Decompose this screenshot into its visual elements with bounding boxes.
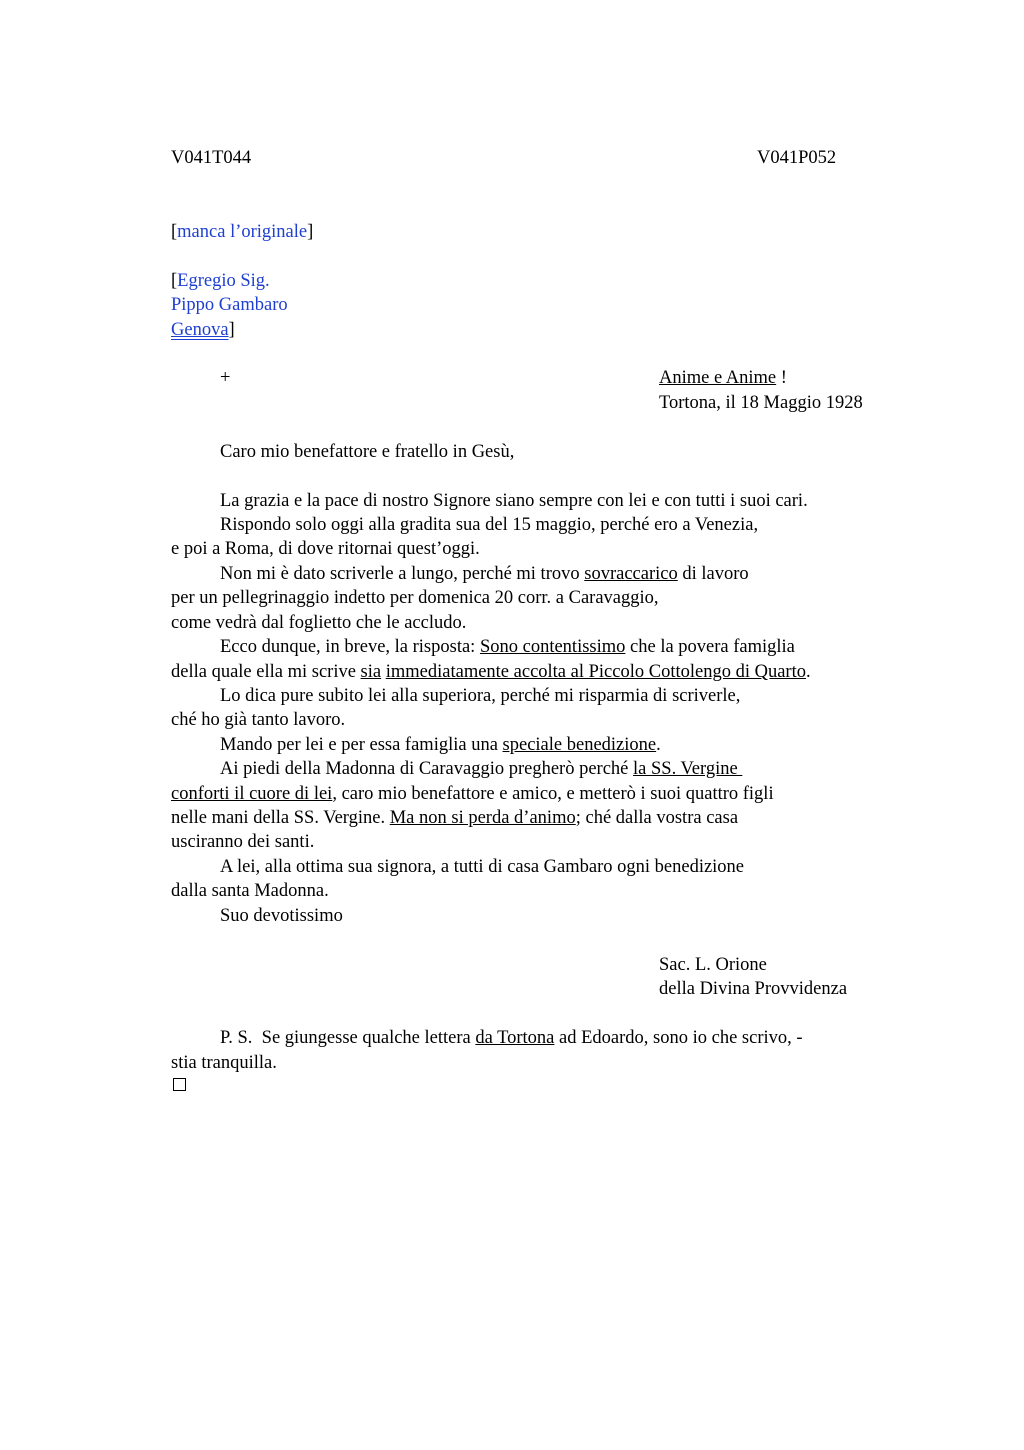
body-line: usciranno dei santi. [171,832,315,852]
body-line: per un pellegrinaggio indetto per domenica 20 corr. a Caravaggio, [171,588,659,608]
postscript-line: P. S. Se giungesse qualche lettera da Tortona ad Edoardo, sono io che scrivo, - [220,1028,803,1048]
body-line: e poi a Roma, di dove ritornai quest’oggi. [171,539,480,559]
body-line: conforti il cuore di lei, caro mio benefattore e amico, e metterò i suoi quattro figli [171,784,774,804]
motto: Anime e Anime ! [659,368,787,388]
body-line: della quale ella mi scrive sia immediatamente accolta al Piccolo Cottolengo di Quarto. [171,662,811,682]
document-code-right: V041P052 [757,148,837,168]
postscript-line: stia tranquilla. [171,1053,277,1073]
body-line: A lei, alla ottima sua signora, a tutti di casa Gambaro ogni benedizione [220,857,745,877]
body-line: Non mi è dato scriverle a lungo, perché mi trovo sovraccarico di lavoro [220,564,749,584]
body-line: Ai piedi della Madonna di Caravaggio pregherò perché la SS. Vergine [220,759,743,779]
salutation: Caro mio benefattore e fratello in Gesù, [220,442,515,462]
body-line: ché ho già tanto lavoro. [171,710,346,730]
body-line: dalla santa Madonna. [171,881,329,901]
cross-symbol: + [220,368,231,388]
body-line: Lo dica pure subito lei alla superiora, perché mi risparmia di scriverle, [220,686,741,706]
document-code-left: V041T044 [171,148,252,168]
body-line: La grazia e la pace di nostro Signore siano sempre con lei e con tutti i suoi cari. [220,491,808,511]
body-line: come vedrà dal foglietto che le accludo. [171,613,467,633]
address-line-1: [Egregio Sig. [171,271,270,291]
address-line-2: Pippo Gambaro [171,295,288,315]
closing-line: Suo devotissimo [220,906,343,926]
end-marker-square [173,1078,186,1091]
original-missing-note: [manca l’originale] [171,222,314,242]
body-line: nelle mani della SS. Vergine. Ma non si perda d’animo; ché dalla vostra casa [171,808,739,828]
signature-name: Sac. L. Orione [659,955,767,975]
body-line: Ecco dunque, in breve, la risposta: Sono contentissimo che la povera famiglia [220,637,795,657]
place-date: Tortona, il 18 Maggio 1928 [659,393,863,413]
signature-title: della Divina Provvidenza [659,979,848,999]
body-line: Rispondo solo oggi alla gradita sua del 15 maggio, perché ero a Venezia, [220,515,759,535]
address-line-3: Genova] [171,320,235,340]
body-line: Mando per lei e per essa famiglia una speciale benedizione. [220,735,661,755]
